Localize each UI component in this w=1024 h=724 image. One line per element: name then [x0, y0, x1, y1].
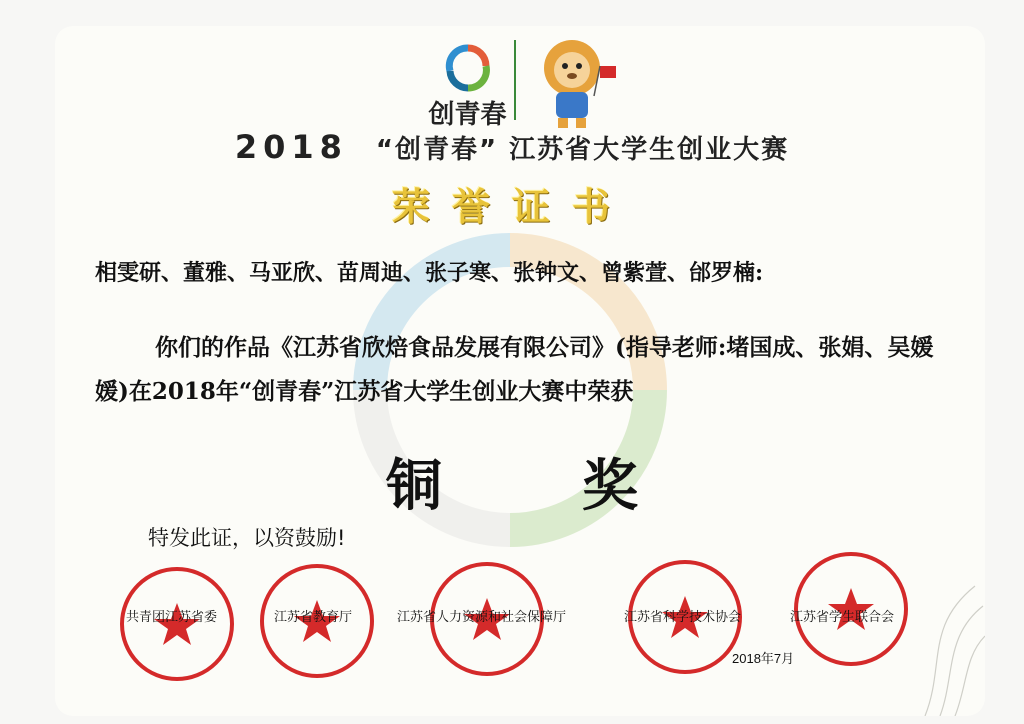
award-level: 铜奖 [386, 453, 778, 519]
issuer-4: 江苏省科学技术协会 [624, 609, 742, 624]
event-name: “创青春” 江苏省大学生创业大赛 [375, 135, 790, 165]
issuer-5: 江苏省学生联合会 [790, 609, 895, 624]
certificate-title: 荣誉证书 [391, 184, 632, 229]
logo-divider [514, 40, 516, 120]
event-year: 2018 [234, 128, 348, 166]
recipients-list: 相雯研、董雅、马亚欣、苗周迪、张子寒、张钟文、曾紫萱、邰罗楠: [95, 260, 764, 286]
issuer-1: 共青团江苏省委 [126, 609, 218, 624]
closing-text: 特发此证，以资鼓励! [148, 526, 346, 550]
issuer-2: 江苏省教育厅 [274, 609, 353, 624]
corner-decoration [915, 546, 985, 716]
award-statement: 你们的作品《江苏省欣焙食品发展有限公司》(指导老师:堵国成、张娟、吴媛媛)在2018年“创青春”江苏省大学生创业大赛中荣获 [95, 334, 934, 405]
logo-text: 创青春 [428, 100, 507, 130]
chuangqingchun-logo [420, 36, 520, 128]
swirl-logo-icon [420, 36, 515, 96]
lion-mascot-icon [532, 36, 622, 131]
issue-date: 2018年7月 [732, 651, 795, 666]
event-heading [0, 128, 1024, 166]
issuer-3: 江苏省人力资源和社会保障厅 [397, 609, 567, 624]
